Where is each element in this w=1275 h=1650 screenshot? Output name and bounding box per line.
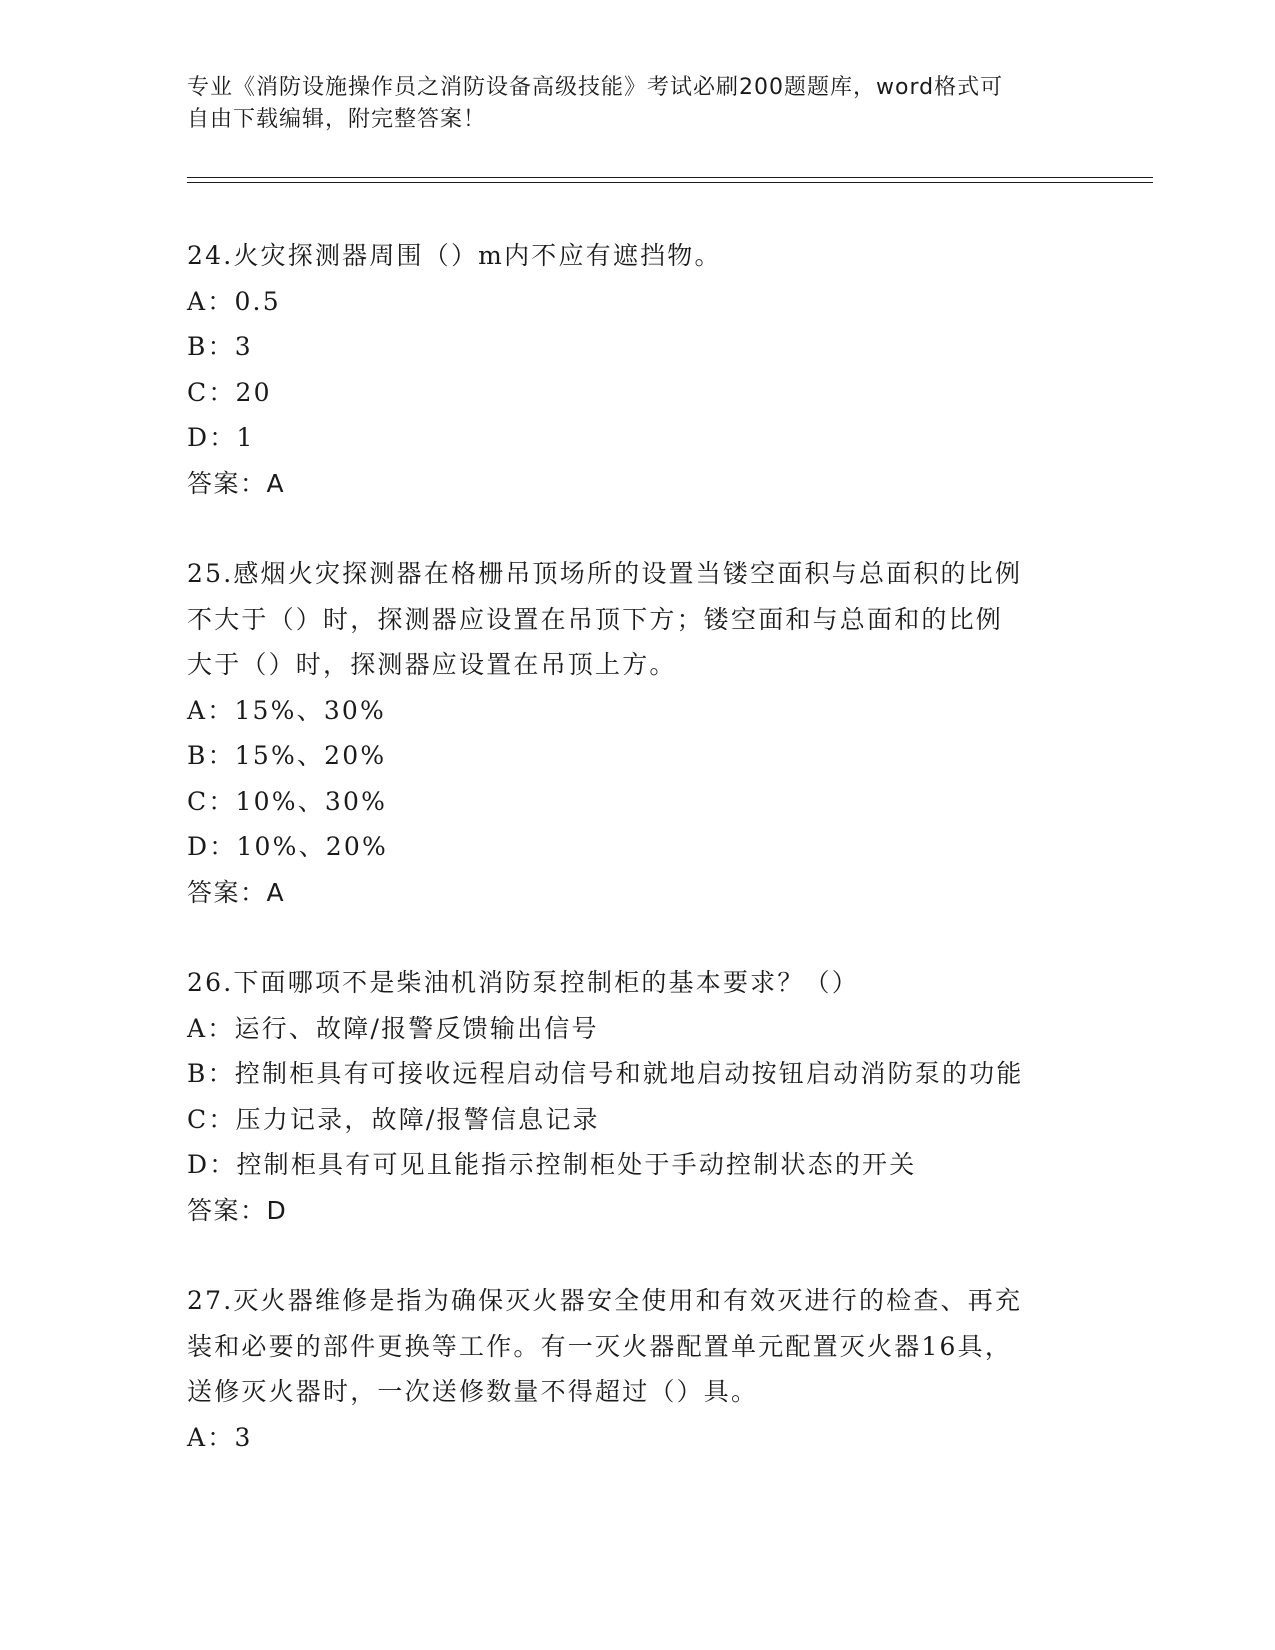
option-a: A：运行、故障/报警反馈输出信号 <box>187 1013 599 1043</box>
answer: 答案：A <box>187 468 286 498</box>
question-list <box>187 233 1087 1505</box>
option-d: D：控制柜具有可见且能指示控制柜处于手动控制状态的开关 <box>187 1150 917 1179</box>
answer: 答案：A <box>187 877 286 907</box>
question-stem <box>187 551 1087 688</box>
question-stem-line: 送修灭火器时，一次送修数量不得超过（）具。 <box>187 1377 759 1406</box>
option-a: A：0.5 <box>187 286 281 316</box>
question-stem <box>187 233 1087 279</box>
option-d: D：10%、20% <box>187 832 388 861</box>
question-stem-line: 26.下面哪项不是柴油机消防泵控制柜的基本要求？（） <box>187 968 859 997</box>
header-line-1: 专业《消防设施操作员之消防设备高级技能》考试必刷200题题库，word格式可 <box>187 75 1004 100</box>
question-stem <box>187 1278 1087 1415</box>
option-c: C：20 <box>187 377 272 407</box>
option-c: C：压力记录，故障/报警信息记录 <box>187 1104 600 1134</box>
question-stem-line: 大于（）时，探测器应设置在吊顶上方。 <box>187 650 677 679</box>
question-stem-line: 装和必要的部件更换等工作。有一灭火器配置单元配置灭火器16具， <box>187 1331 1013 1361</box>
option-c: C：10%、30% <box>187 786 388 816</box>
question-27 <box>187 1278 1087 1460</box>
option-b: B：3 <box>187 332 253 361</box>
question-25 <box>187 551 1087 915</box>
question-24 <box>187 233 1087 506</box>
question-stem-line: 不大于（）时，探测器应设置在吊顶下方；镂空面和与总面和的比例 <box>187 604 1004 634</box>
document-header <box>187 72 1067 136</box>
question-stem-line: 25.感烟火灾探测器在格栅吊顶场所的设置当镂空面积与总面积的比例 <box>187 559 1023 588</box>
question-stem-line: 24.火灾探测器周围（）m内不应有遮挡物。 <box>187 241 722 270</box>
answer: 答案：D <box>187 1195 288 1225</box>
option-a: A：3 <box>187 1422 253 1452</box>
option-d: D：1 <box>187 423 255 452</box>
header-divider-bottom <box>187 182 1153 183</box>
option-a: A：15%、30% <box>187 695 386 725</box>
question-26 <box>187 960 1087 1233</box>
option-b: B：15%、20% <box>187 741 387 770</box>
question-stem <box>187 960 1087 1006</box>
header-line-2: 自由下载编辑，附完整答案！ <box>187 107 487 132</box>
header-divider-top <box>187 177 1153 178</box>
question-stem-line: 27.灭火器维修是指为确保灭火器安全使用和有效灭进行的检查、再充 <box>187 1286 1023 1315</box>
option-b: B：控制柜具有可接收远程启动信号和就地启动按钮启动消防泵的功能 <box>187 1059 1024 1088</box>
